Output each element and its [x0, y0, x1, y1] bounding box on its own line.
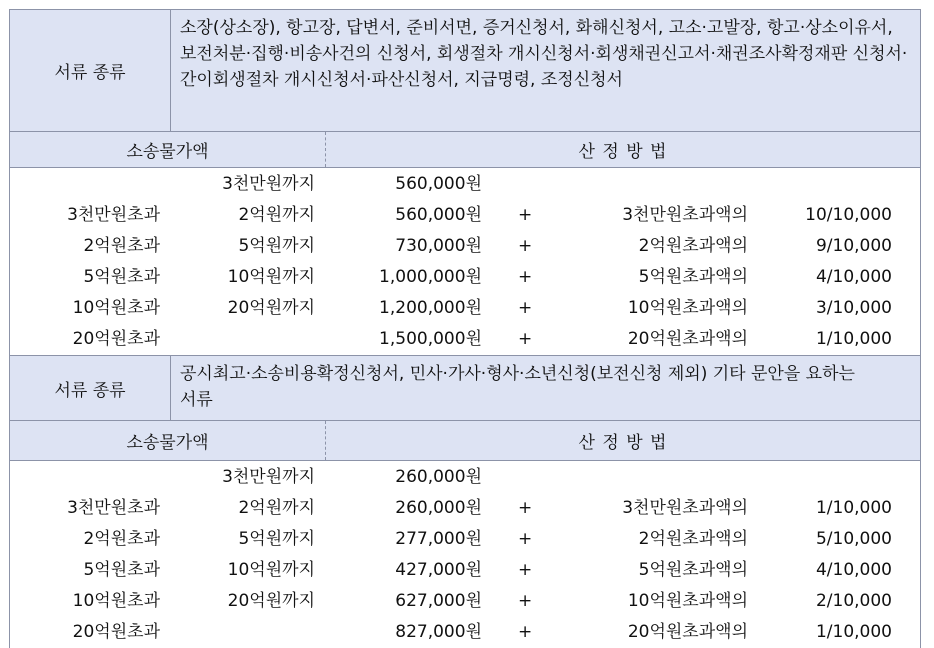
- range-to: 5억원까지: [238, 236, 315, 256]
- excess-basis: 20억원초과액의: [627, 329, 748, 349]
- rate: 2/10,000: [815, 591, 892, 611]
- col-amount-label: 소송물가액: [10, 132, 326, 167]
- rate: 4/10,000: [815, 267, 892, 287]
- rate: 1/10,000: [815, 498, 892, 518]
- col-method-label: 산 정 방 법: [578, 142, 668, 162]
- doc-type-header: [9, 9, 921, 132]
- doc-type-header: [9, 355, 921, 421]
- plus-sign: +: [518, 591, 533, 611]
- excess-basis: 20억원초과액의: [627, 622, 748, 642]
- plus-sign: +: [518, 298, 533, 318]
- range-from: 2억원초과: [83, 236, 160, 256]
- column-header: [9, 132, 921, 168]
- range-to: 3천만원까지: [222, 467, 315, 487]
- excess-basis: 10억원초과액의: [627, 298, 748, 318]
- base-fee: 560,000원: [395, 174, 482, 194]
- base-fee: 260,000원: [395, 498, 482, 518]
- base-fee: 260,000원: [395, 467, 482, 487]
- range-from: 3천만원초과: [67, 498, 160, 518]
- table-row: [10, 493, 920, 524]
- range-from: 20억원초과: [72, 329, 160, 349]
- rate: 10/10,000: [805, 205, 892, 225]
- column-header: [9, 421, 921, 461]
- table-row: [10, 555, 920, 586]
- doc-type-label: 서류 종류: [10, 356, 171, 420]
- range-from: 5억원초과: [83, 560, 160, 580]
- table-row: [10, 462, 920, 493]
- rate: 3/10,000: [815, 298, 892, 318]
- range-from: 3천만원초과: [67, 205, 160, 225]
- base-fee: 427,000원: [395, 560, 482, 580]
- fee-section-2: [9, 355, 921, 648]
- table-row: [10, 617, 920, 648]
- excess-basis: 2억원초과액의: [638, 236, 748, 256]
- plus-sign: +: [518, 529, 533, 549]
- plus-sign: +: [518, 267, 533, 287]
- fee-rows: [9, 168, 921, 355]
- rate: 1/10,000: [815, 622, 892, 642]
- doc-type-label: 서류 종류: [10, 10, 171, 131]
- range-from: 10억원초과: [72, 298, 160, 318]
- excess-basis: 3천만원초과액의: [622, 205, 748, 225]
- table-row: [10, 200, 920, 231]
- plus-sign: +: [518, 622, 533, 642]
- base-fee: 827,000원: [395, 622, 482, 642]
- range-to: 2억원까지: [238, 498, 315, 518]
- excess-basis: 5억원초과액의: [638, 267, 748, 287]
- excess-basis: 10억원초과액의: [627, 591, 748, 611]
- rate: 4/10,000: [815, 560, 892, 580]
- rate: 1/10,000: [815, 329, 892, 349]
- range-from: 2억원초과: [83, 529, 160, 549]
- range-to: 10억원까지: [227, 560, 315, 580]
- rate: 5/10,000: [815, 529, 892, 549]
- doc-type-list: 소장(상소장), 항고장, 답변서, 준비서면, 증거신청서, 화해신청서, 고소·고발장, 항고·상소이유서, 보전처분·집행·비송사건의 신청서, 회생절차 개시신청서·회생채권신고서·채권조사확정재판 신청서·간이회생절차 개시신청서·파산신청서, 지급명령, 조정신청서: [180, 18, 908, 90]
- base-fee: 627,000원: [395, 591, 482, 611]
- fee-table: [9, 9, 921, 648]
- base-fee: 730,000원: [395, 236, 482, 256]
- range-to: 2억원까지: [238, 205, 315, 225]
- base-fee: 1,000,000원: [379, 267, 482, 287]
- table-row: [10, 231, 920, 262]
- fee-rows: [9, 461, 921, 648]
- plus-sign: +: [518, 498, 533, 518]
- plus-sign: +: [518, 205, 533, 225]
- base-fee: 1,500,000원: [379, 329, 482, 349]
- plus-sign: +: [518, 560, 533, 580]
- base-fee: 560,000원: [395, 205, 482, 225]
- doc-type-list: 공시최고·소송비용확정신청서, 민사·가사·형사·소년신청(보전신청 제외) 기타 문안을 요하는 서류: [180, 364, 855, 410]
- plus-sign: +: [518, 329, 533, 349]
- range-from: 10억원초과: [72, 591, 160, 611]
- excess-basis: 2억원초과액의: [638, 529, 748, 549]
- base-fee: 277,000원: [395, 529, 482, 549]
- col-amount-label: 소송물가액: [10, 421, 326, 460]
- excess-basis: 3천만원초과액의: [622, 498, 748, 518]
- range-to: 20억원까지: [227, 298, 315, 318]
- range-to: 3천만원까지: [222, 174, 315, 194]
- table-row: [10, 324, 920, 355]
- range-to: 10억원까지: [227, 267, 315, 287]
- rate: 9/10,000: [815, 236, 892, 256]
- plus-sign: +: [518, 236, 533, 256]
- table-row: [10, 262, 920, 293]
- fee-section-1: [9, 9, 921, 355]
- range-to: 5억원까지: [238, 529, 315, 549]
- excess-basis: 5억원초과액의: [638, 560, 748, 580]
- range-to: 20억원까지: [227, 591, 315, 611]
- table-row: [10, 293, 920, 324]
- table-row: [10, 586, 920, 617]
- table-row: [10, 524, 920, 555]
- range-from: 5억원초과: [83, 267, 160, 287]
- base-fee: 1,200,000원: [379, 298, 482, 318]
- col-method-label: 산 정 방 법: [578, 433, 668, 453]
- range-from: 20억원초과: [72, 622, 160, 642]
- table-row: [10, 169, 920, 200]
